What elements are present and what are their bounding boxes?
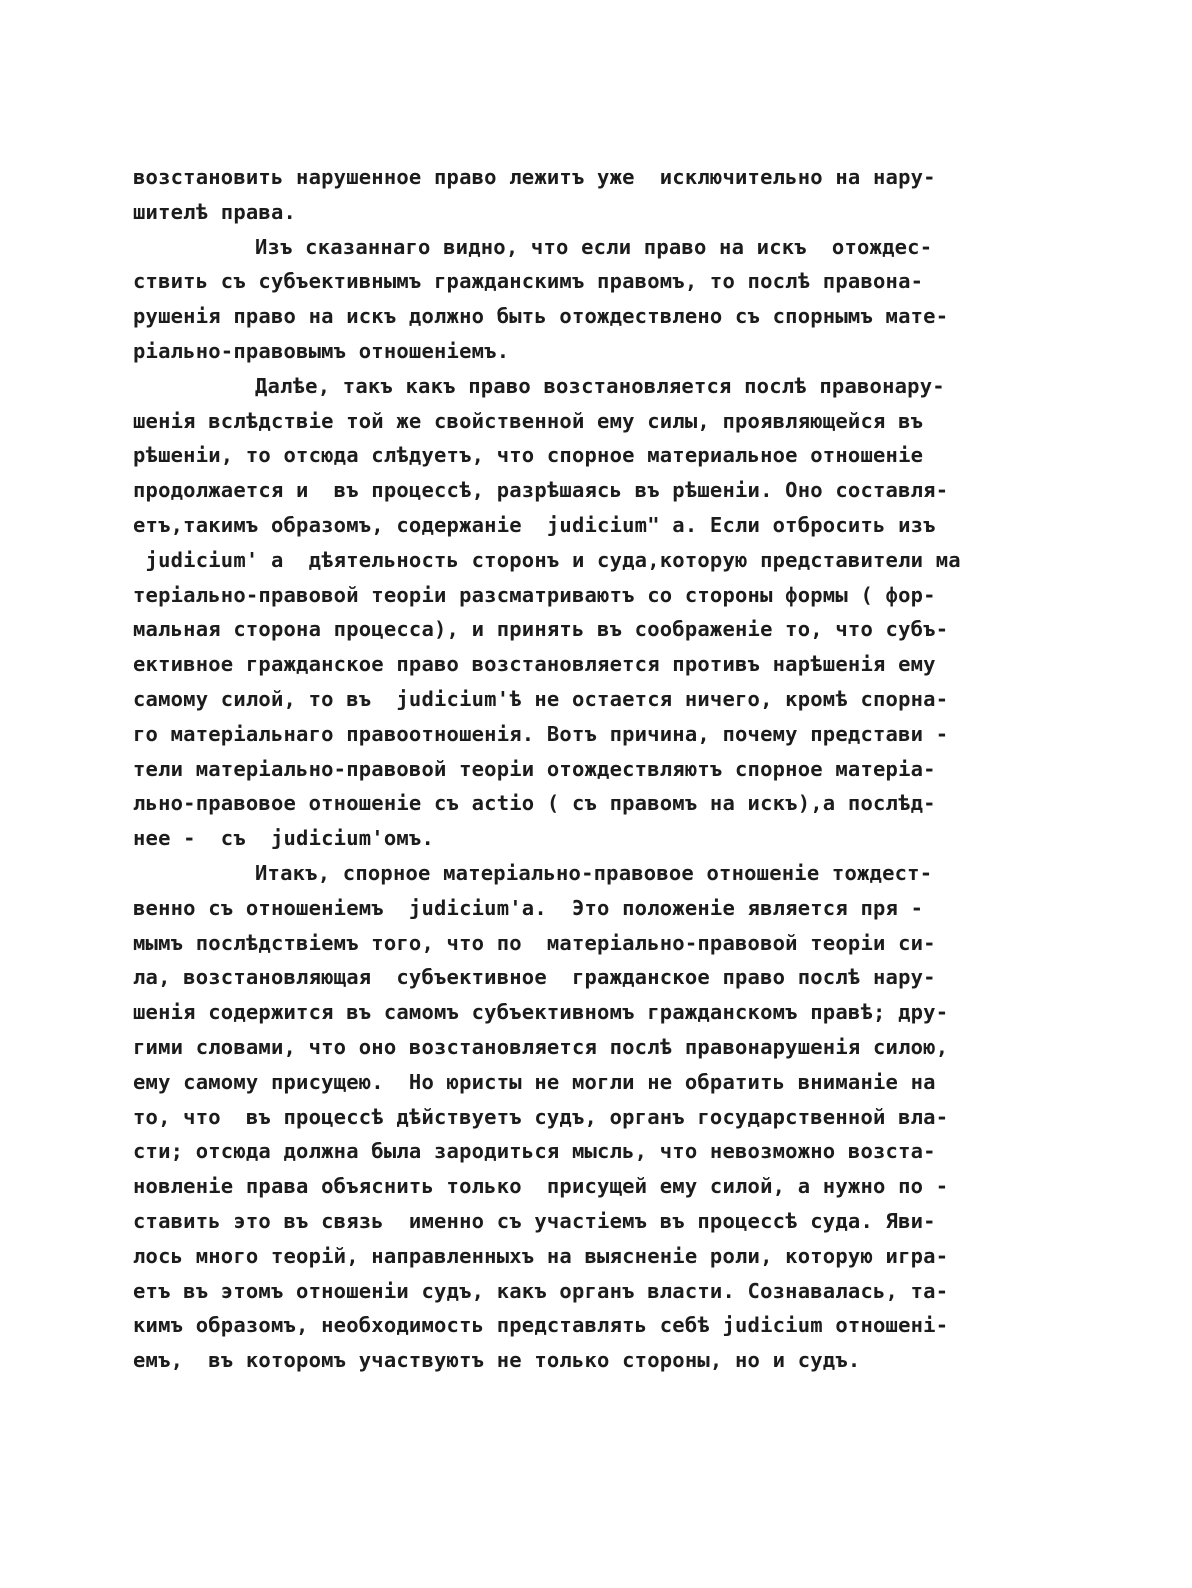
text-line: шителѣ права. [133,199,297,224]
text-line: ективное гражданское право возстановляется противъ нарѣшенія ему [133,652,936,677]
text-line: продолжается и въ процессѣ, разрѣшаясь въ рѣшеніи. Оно составля- [133,478,949,503]
text-line: рушенія право на искъ должно быть отождествлено съ спорнымъ мате- [133,304,949,329]
text-line: ріально-правовымъ отношеніемъ. [133,338,510,363]
text-line: шенія содержится въ самомъ субъективномъ гражданскомъ правѣ; дру- [133,1000,949,1025]
text-line: ему самому присущею. Но юристы не могли не обратить вниманіе на [133,1069,936,1094]
text-line: емъ, въ которомъ участвуютъ не только стороны, но и судъ. [133,1348,861,1373]
text-line: сти; отсюда должна была зародиться мысль, что невозможно возста- [133,1139,936,1164]
text-line: шенія вслѣдствіе той же свойственной ему силы, проявляющейся въ [133,408,924,433]
text-line: лось много теорій, направленныхъ на выясненіе роли, которую игра- [133,1243,949,1268]
text-line: го матеріальнаго правоотношенія. Вотъ причина, почему представи - [133,721,949,746]
text-line: новленіе права объяснить только присущей ему силой, а нужно по - [133,1174,949,1199]
text-line: теріально-правовой теоріи разсматриваютъ со стороны формы ( фор- [133,582,936,607]
text-line: мальная сторона процесса), и принять въ соображеніе то, что субъ- [133,617,949,642]
text-line: кимъ образомъ, необходимость представлять себѣ judicium отношені- [133,1313,949,1338]
text-line: возстановить нарушенное право лежитъ уже исключительно на нару- [133,165,936,189]
paragraph-first-line: Итакъ, спорное матеріально-правовое отношеніе тождест- [255,860,933,885]
text-line: judicium' а дѣятельность сторонъ и суда,которую представители ма [133,547,961,572]
body-text [133,160,1143,1378]
text-line: ствить съ субъективнымъ гражданскимъ правомъ, то послѣ правона- [133,269,924,294]
text-line: нее - съ judicium'омъ. [133,826,435,851]
text-line: льно-правовое отношеніе съ actio ( съ правомъ на искъ),а послѣд- [133,791,936,816]
text-line: етъ въ этомъ отношеніи судъ, какъ органъ власти. Сознавалась, та- [133,1278,949,1303]
text-line: мымъ послѣдствіемъ того, что по матеріально-правовой теоріи си- [133,930,936,955]
text-line: самому силой, то въ judicium'ѣ не остается ничего, кромѣ спорна- [133,686,949,711]
text-line: ставить это въ связь именно съ участіемъ въ процессѣ суда. Яви- [133,1208,936,1233]
paragraph-first-line: Изъ сказаннаго видно, что если право на искъ отождес- [255,234,933,259]
text-line: етъ,такимъ образомъ, содержаніе judicium" а. Если отбросить изъ [133,512,936,537]
text-line: венно съ отношеніемъ judicium'а. Это положеніе является пря - [133,895,924,920]
text-line: ла, возстановляющая субъективное гражданское право послѣ нару- [133,965,936,990]
paragraph-first-line: Далѣе, такъ какъ право возстановляется послѣ правонару- [255,373,945,398]
text-line: гими словами, что оно возстановляется послѣ правонарушенія силою, [133,1034,949,1059]
text-line: то, что въ процессѣ дѣйствуетъ судъ, органъ государственной вла- [133,1104,949,1129]
text-line: рѣшеніи, то отсюда слѣдуетъ, что спорное материальное отношеніе [133,443,924,468]
text-line: тели матеріально-правовой теоріи отождествляютъ спорное матеріа- [133,756,936,781]
